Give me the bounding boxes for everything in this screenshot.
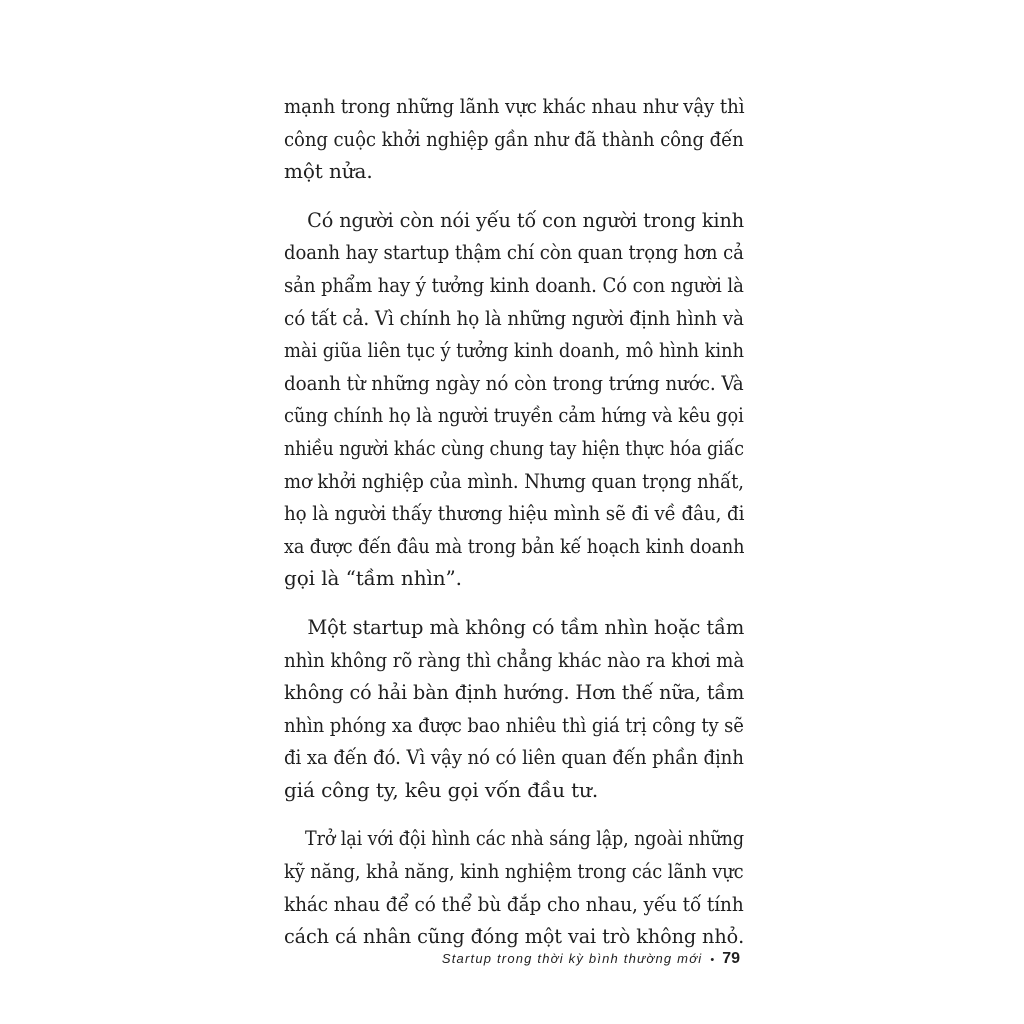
- text-line: xa được đến đâu mà trong bản kế hoạch kinh doanh: [284, 533, 745, 558]
- text-line: một nửa.: [284, 159, 373, 184]
- text-line: không có hải bàn định hướng. Hơn thế nữa, tầm: [284, 680, 745, 705]
- text-line: cách cá nhân cũng đóng một vai trò không nhỏ.: [284, 924, 745, 949]
- text-line: kỹ năng, khả năng, kinh nghiệm trong các lãnh vực: [284, 859, 744, 884]
- text-line: mạnh trong những lãnh vực khác nhau như vậy thì: [284, 94, 745, 118]
- body-text: [284, 90, 744, 969]
- text-line: công cuộc khởi nghiệp gần như đã thành công đến: [284, 126, 744, 151]
- page-number: 79: [722, 950, 740, 967]
- text-line: mài giũa liên tục ý tưởng kinh doanh, mô hình kinh: [284, 338, 744, 363]
- text-line: đi xa đến đó. Vì vậy nó có liên quan đến phần định: [284, 745, 744, 770]
- text-line: giá công ty, kêu gọi vốn đầu tư.: [284, 777, 599, 802]
- text-line: nhìn không rõ ràng thì chẳng khác nào ra khơi mà: [284, 647, 745, 672]
- text-line: khác nhau để có thể bù đắp cho nhau, yếu tố tính: [284, 891, 744, 916]
- text-line: doanh hay startup thậm chí còn quan trọng hơn cả: [284, 240, 744, 265]
- page-footer: [442, 950, 740, 968]
- paragraph-3: [284, 611, 744, 807]
- bullet-separator: •: [710, 954, 715, 966]
- paragraph-2: [284, 204, 744, 595]
- text-line: sản phẩm hay ý tưởng kinh doanh. Có con người là: [284, 272, 744, 297]
- text-line: mơ khởi nghiệp của mình. Nhưng quan trọng nhất,: [284, 468, 744, 493]
- text-line: nhiều người khác cùng chung tay hiện thực hóa giấc: [284, 435, 744, 460]
- text-line: có tất cả. Vì chính họ là những người định hình và: [284, 305, 744, 330]
- text-line: họ là người thấy thương hiệu mình sẽ đi về đâu, đi: [284, 501, 745, 526]
- text-line: nhìn phóng xa được bao nhiêu thì giá trị công ty sẽ: [284, 712, 744, 737]
- text-line: Một startup mà không có tầm nhìn hoặc tầm: [307, 614, 745, 639]
- text-line: Trở lại với đội hình các nhà sáng lập, ngoài những: [304, 826, 744, 851]
- text-line: Có người còn nói yếu tố con người trong kinh: [307, 207, 745, 232]
- text-line: gọi là “tầm nhìn”.: [284, 566, 462, 591]
- paragraph-4: [284, 822, 744, 952]
- running-title: Startup trong thời kỳ bình thường mới: [441, 951, 703, 966]
- text-line: cũng chính họ là người truyền cảm hứng và kêu gọi: [284, 403, 744, 428]
- text-line: doanh từ những ngày nó còn trong trứng nước. Và: [284, 370, 744, 395]
- paragraph-1: [284, 90, 744, 188]
